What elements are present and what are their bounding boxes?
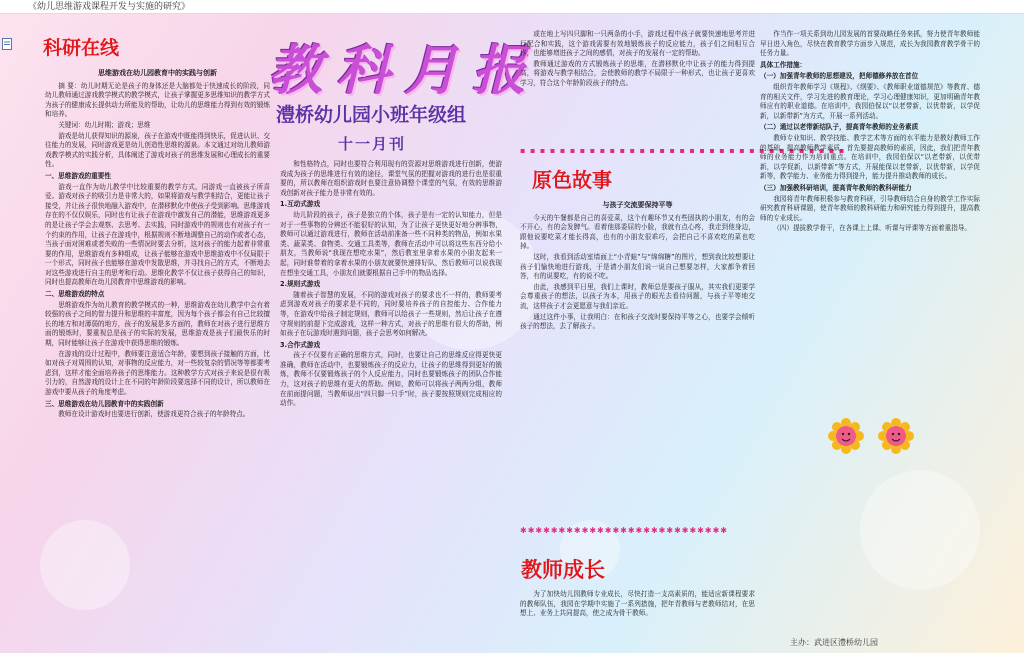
column-research-article [45, 66, 270, 636]
column-story [520, 198, 755, 513]
article-paragraph: 思维游戏作为幼儿教育的教学模式的一种，思维游戏在幼儿教学中会有着较强的孩子之间的智力提升和思维的丰富度，因为每个孩子都会有自己比较擅长的地方和对薄弱的地方，孩子的发展是多方面的，教师在对孩子进行思维方面的锻炼时，要重视总是孩子的实际的发展，思维游戏是孩子们最快乐的时期，同时能够让孩子在游戏中获得思维的锻炼。 [45, 300, 270, 348]
story-paragraph: 今天的午餐都是自己的喜爱菜，这个有趣环节又有些固执的小朋友，有的会不开心，有的会发脾气。看着他那委屈的小脸，我就有点心疼，我走到他身边，跟他说要吃菜才能长得高，也有的小朋友很乖巧，会把自己不喜欢吃的菜也吃掉。 [520, 213, 755, 251]
masthead-subtitle: 澧桥幼儿园小班年级组 [276, 104, 467, 126]
column-teacher-growth [520, 590, 755, 636]
measure-heading: 具体工作措施： [760, 60, 807, 69]
article-paragraph: 幼儿阶段的孩子，孩子是独立的个体，孩子是有一定的认知能力，但是对于一些事物的分辨还不能很好的认知，为了让孩子更快更好地分辨事物，教师可以通过游戏进行，教师在活动前准备一些不同种类的物品，例如水果类、蔬菜类、食物类、交通工具类等，教师在活动中可以将这些东西分给小朋友，当教师说“我现在想吃水果”，然后教室里拿着水果的小朋友起来一起，同时谁带着的拿着水果的小朋友就要快速排好队，然后教师可以说我现在想坐交通工具，小朋友们就要根据自己手中的物品选择。 [280, 210, 502, 277]
article-paragraph: 和性格特点，同时也要符合利用现有的资源对思维游戏进行创新，使游戏成为孩子的思维进行有效的途径，课堂气氛的把握对游戏的进行也是很重要的，所以教师在组织游戏时也要注意协调整个课堂的气氛，有效的思维游戏创新对孩子能力是非常有效的。 [280, 160, 502, 197]
article-subheading: 1.互动式游戏 [280, 200, 321, 209]
story-paragraph: 由此，我感到平日里，我们上课时，教师总是要孩子服从，其实我们更要学会尊重孩子的想法，以孩子为本，用孩子的眼光去看待问题，与孩子平等地交流，这样孩子才会更愿意与我们亲近。 [520, 282, 755, 310]
issue-label: 十一月刊 [338, 135, 407, 153]
sunflower-icon [878, 418, 914, 454]
divider-stars: ✱✱✱✱✱✱✱✱✱✱✱✱✱✱✱✱✱✱✱✱✱✱✱✱✱✱✱ [520, 526, 728, 535]
masthead-title: 教科月报 [268, 38, 540, 102]
article-paragraph: 或在地上写四只脚和一只两条的小手，游戏过程中孩子就要快速地思考并进行配合和实践，这个游戏需要有效地锻炼孩子的反应能力，孩子们之间相互合作，也能够增进孩子之间的感情，对孩子的发展有一定的帮助。 [520, 30, 755, 58]
divider-dashes: ▪ ▪ ▪ ▪ ▪ ▪ ▪ ▪ ▪ ▪ ▪ ▪ ▪ ▪ ▪ ▪ ▪ ▪ ▪ ▪ ▪ ▪ ▪ ▪ ▪ ▪ ▪ ▪ ▪ ▪ ▪ ▪ ▪ [520, 146, 846, 155]
measure-paragraph: 教师专业知识、教学技能、教学艺术等方面的水平能力是教好教师工作的基础。提高教师教学素质，首先要提高教师的素质，因此，我们把青年教师的业务能力作为培训重点。在培训中，我园伯保以“以老带新，以优带新，以学促新，以新带新”等方式，开展能保以老带新，以优带新，以学促新等，教学能力、业务能力得到提升，能力提升推动教师的成长。 [760, 133, 980, 181]
column-article-end [520, 30, 755, 142]
article-subheading: 三、思维游戏在幼儿园教育中的实践创新 [45, 399, 164, 408]
article-paragraph: 游戏是幼儿获得知识的源泉，孩子在游戏中既能得到快乐，促进认识、交往能力的发展，同时游戏更是幼儿创造性思维的源泉。本文通过对幼儿教师游戏教学模式的实践分析，具体阐述了游戏对孩子的思维发展和心理成长的重要性。 [45, 131, 270, 169]
article-paragraph: 在游戏的设计过程中，教师要注意适合年龄，要想到孩子接触的方面，比如对孩子对周围的认知，对事物的反应能力，对一些较复杂的情况等等都要考虑到，这样才能全面培养孩子的思维能力。这种教学方式对孩子来说是很有吸引力的，自然游戏的设计上在不同的年龄阶段要选择不同的设计，所以教师在游戏中要从孩子的角度考虑。 [45, 349, 270, 396]
document-icon[interactable] [2, 38, 12, 50]
article-paragraph: 摘 要：幼儿时期无论是孩子的身体还是大脑都处于快速成长的阶段，同幼儿教师通过游戏教学模式的教学模式，让孩子掌握更多思维知识的教学方式为孩子的健康成长提供动力所能及的帮助，让幼儿的思维能力得到有效的锻炼和培养。 [45, 81, 270, 119]
article-subheading: 一、思维游戏的重要性 [45, 171, 111, 180]
article-subheading: 3.合作式游戏 [280, 340, 321, 349]
article-paragraph: 教师在设计游戏时也要进行创新，使游戏更符合孩子的年龄特点。 [58, 410, 250, 419]
column-research-continued [280, 160, 502, 636]
measure-paragraph: （四）提拔教学骨干，在各课上上课、听课与评课等方面着重指导。 [773, 224, 971, 233]
story-paragraph: 通过这件小事，让我明白：在和孩子交流时要保持平等之心，也要学会倾听孩子的想法，去了解孩子。 [520, 312, 755, 331]
section-heading-research: 科研在线 [43, 37, 120, 59]
sunflower-icon [828, 418, 864, 454]
article-subheading: 2.规则式游戏 [280, 280, 321, 289]
measure-paragraph: 作当作一项关系到幼儿园发展的首要战略任务来抓，努力使青年教师能早日进入角色，尽快在教育教学方面步入规范，成长为我园教育教学骨干的任务力量。 [760, 30, 980, 58]
measure-paragraph: 组织青年教师学习《规程》、《纲要》、《教师职业道德规范》等教育、德育的相关文件，学习先进的教育理论，学习心理健康知识，更加明确青年教师应有的职业道德。在培训中，我园伯保以“以老带新，以优带新，以学促新，以新带新”为方式，开展一系列活动。 [760, 82, 980, 120]
article-paragraph: 随着孩子智慧的发展，不同的游戏对孩子的要求也不一样的，教师要考虑到游戏对孩子的要求是不同的，同时要培养孩子的自控能力、合作能力等，在游戏中给孩子制定规则，教师可以给孩子一些规则，然后让孩子在遵守规则的前提下完成游戏，这样一种方式，对孩子的思维有很大的帮助，例如孩子在玩游戏时遇到问题，孩子会思考如何解决。 [280, 290, 502, 338]
measure-heading: （二）通过以老带新结队子，提高青年教师的业务素质 [760, 123, 919, 132]
footer-sponsor: 主办：武进区澧桥幼儿园 [790, 638, 878, 647]
teacher-paragraph: 为了加快幼儿园教师专业成长，尽快打造一支高素质的，能适应新课程要求的教师队伍，我园在学期中实施了一系列措施，把年青教师与老教师结对，在思想上、业务上共同提高，使之成为骨干教师。 [520, 590, 755, 618]
measure-paragraph: 我园将青年教师积极参与教育科研，引导教师结合自身的教学工作实际研究教育科研课题，使青年教师的教科研能力和研究能力得到提升，提高教师的专业成长。 [760, 194, 980, 222]
article-subheading: 二、思维游戏的特点 [45, 290, 105, 299]
section-heading-teacher: 教师成长 [521, 557, 605, 582]
section-heading-story: 原色故事 [532, 168, 612, 192]
article-paragraph: 游戏一直作为幼儿教学中比较重要的教学方式，同游戏一直被孩子所喜爱。游戏对孩子的吸引力是非常大的，如果将游戏与教学相结合，更能让孩子接受，并让孩子很快地融入游戏中，在潜移默化中使孩子受到影响。思维游戏存在的不仅仅娱乐，同时也有让孩子在游戏中激发自己的潜能，思维游戏更多的是让孩子学会去观察、去思考、去实践，同时游戏中的规则也有对孩子有一个约束的作用，让孩子在游戏中，根据规则不断地调整自己的动作或者心态，当孩子面对困难或者失败的一些情况时要去分析，这对孩子的能力起着非常重要的作用，思维游戏有多种组成，让孩子能够在游戏中思维游戏中不仅局限于一个形式，同时孩子也能够在游戏中发散思维，并寻找自己的方式，不断地去对这些游戏进行自主的思考和行动。思维化教学不仅让孩子获得自己的知识，同时也提高教师在幼儿园教育中思维游戏的影响。 [45, 182, 270, 287]
article-title: 思维游戏在幼儿园教育中的实践与创新 [98, 69, 217, 77]
article-paragraph: 关键词：幼儿时期；游戏；思维 [58, 120, 151, 129]
story-paragraph: 这时，我看到活动室墙面上“小青蛙”与“绵绵糖”的图片，想到我比较想要让孩子们愉快地进行游戏，于是请小朋友们说一说自己想要怎样，大家都争着回答，有的说要吃，有的说不吃。 [520, 252, 755, 281]
measure-heading: （一）加强青年教师的思想建设，把师德修养放在首位 [760, 72, 919, 81]
article-paragraph: 孩子不仅要有正确的思维方式，同时，也要让自己的思维反应得更快更准确，教师在活动中，也要锻炼孩子的反应力，让孩子的思维得到更好的锻炼，教师不仅要锻炼孩子的个人反应能力，同时也要锻炼孩子的团队合作能力，这对孩子的思维有更大的帮助。例如，教师可以将孩子两两分组，教师在前面提问题，当教师说出“四只脚一只手”时，孩子要按照规则完成相应的动作。 [280, 351, 502, 408]
article-paragraph: 教师通过游戏的方式锻炼孩子的思维，在潜移默化中让孩子的能力得到提高，将游戏与教学相结合，会使教师的教学不局限于一种形式，也让孩子更喜欢学习，符合这个年龄阶段孩子的特点。 [520, 59, 755, 87]
document-title-bar [0, 0, 1024, 14]
story-title: 与孩子交流要保持平等 [602, 201, 673, 209]
decor-bubble [860, 470, 980, 590]
document-title: 《幼儿思维游戏课程开发与实施的研究》 [28, 2, 191, 12]
measure-heading: （三）加强教科研培训，提高青年教师的教科研能力 [760, 183, 912, 192]
column-teacher-measures [760, 30, 980, 400]
